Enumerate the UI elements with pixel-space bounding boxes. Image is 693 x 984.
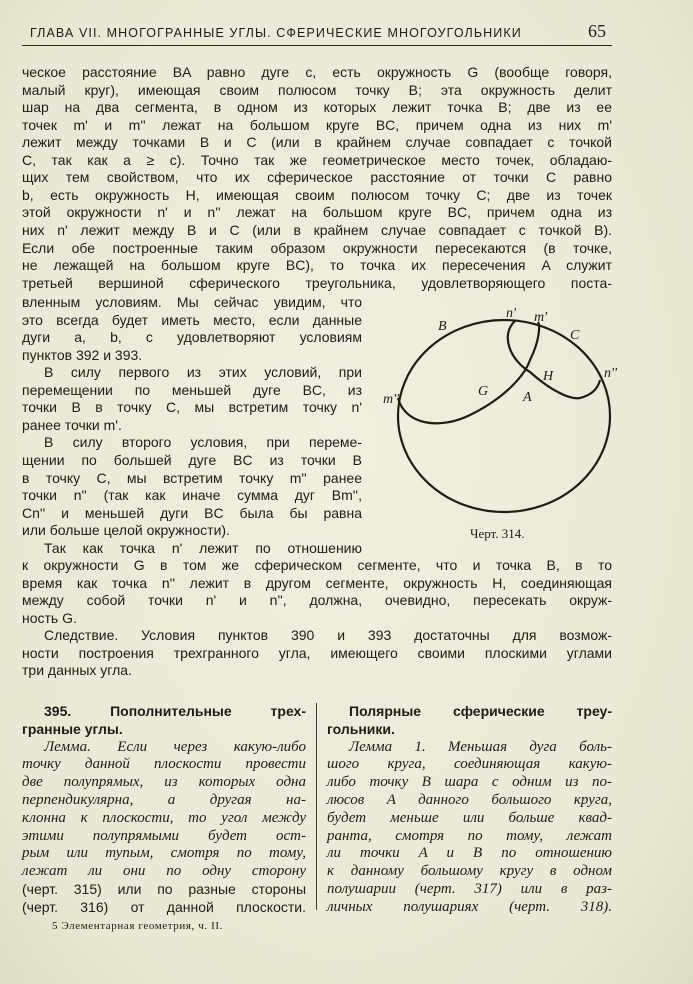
text-line: три данных угла. bbox=[22, 662, 132, 679]
label-h: H bbox=[543, 369, 554, 384]
text-line: щих тем свойством, что их сферическое расстояние от точки C равно bbox=[22, 169, 612, 186]
label-n1: n' bbox=[506, 306, 516, 321]
text-line: перпендикулярна, а другая на- bbox=[22, 792, 306, 808]
text-line: точек m' и m'' лежат на большом круге BC, причем одна из них m' bbox=[22, 116, 612, 133]
text-line: между собой точки n' и n'', должна, очевидно, пересекать окруж- bbox=[22, 592, 612, 609]
text-line: это всегда будет иметь место, если данные bbox=[22, 311, 362, 328]
text-line: люсов A данного большого круга, bbox=[327, 792, 612, 808]
text-line: Следствие. Условия пунктов 390 и 393 достаточны для возмож- bbox=[44, 627, 612, 644]
text-line: не лежащей на большом круге BC), то точка их пересечения A служит bbox=[22, 257, 612, 274]
text-line: Cn'' и меньшей дуги BC была бы равна bbox=[22, 504, 362, 521]
text-line: ность G. bbox=[22, 609, 77, 626]
text-line: или больше целой окружности). bbox=[22, 522, 230, 539]
text-line: (черт. 315) или по разные стороны bbox=[22, 881, 306, 897]
text-line: в точку C, мы встретим точку m'' ранее bbox=[22, 469, 362, 486]
page-number: 65 bbox=[588, 21, 606, 41]
text-line: к данному большому кругу в одном bbox=[327, 863, 612, 880]
text-line: дуги a, b, c удовлетворяют условиям bbox=[22, 329, 362, 346]
text-line: малый круг), имеющая своим полюсом точку B; эта окружность делит bbox=[22, 81, 612, 98]
running-header: ГЛАВА VII. МНОГОГРАННЫЕ УГЛЫ. СФЕРИЧЕСКИЕ МНОГОУГОЛЬНИКИ bbox=[30, 26, 522, 40]
text-line: ческое расстояние BA равно дуге c, есть окружность G (вообще говоря, bbox=[22, 64, 612, 80]
text-line: C, так как a ≥ c). Точно так же геометрическое место точек, обладаю- bbox=[22, 151, 612, 168]
circle-h bbox=[508, 321, 600, 398]
text-line: b, есть окружность H, имеющая своим полюсом точку C; две из точек bbox=[22, 186, 612, 203]
text-line: пунктов 392 и 393. bbox=[22, 346, 143, 363]
text-line: В силу первого из этих условий, при bbox=[44, 364, 362, 381]
text-line: будет меньше или больше квад- bbox=[327, 809, 612, 826]
text-line: Если обе построенные таким образом окружности пересекаются (в точке, bbox=[22, 239, 612, 256]
text-line: третьей вершиной сферического треугольника, удовлетворяющего поста- bbox=[22, 274, 612, 291]
text-line: Лемма 1. Меньшая дуга боль- bbox=[349, 738, 612, 755]
label-c: C bbox=[570, 328, 580, 343]
figure-caption: Черт. 314. bbox=[470, 526, 525, 541]
text-line: шар на два сегмента, в одном из которых лежит точка B; две из ее bbox=[22, 99, 612, 116]
label-m1: m' bbox=[534, 310, 548, 325]
text-line: личных полушариях (черт. 318). bbox=[327, 898, 612, 915]
label-n2: n'' bbox=[604, 366, 617, 381]
page-footer: 5 Элементарная геометрия, ч. II. bbox=[52, 920, 223, 932]
text-line: либо точку B шара с одним из по- bbox=[327, 774, 612, 791]
text-line: этими полупрямыми будет ост- bbox=[22, 827, 306, 844]
text-line: Полярные сферические треу- bbox=[349, 703, 612, 719]
text-line: ранее точки m'. bbox=[22, 416, 122, 433]
text-line: этой окружности n' и n'' лежат на большом круге BC, причем одна из bbox=[22, 204, 612, 221]
text-line: клонна к плоскости, то угол между bbox=[22, 809, 306, 826]
text-line: время как точка n'' лежит в другом сегменте, окружность H, соединяющая bbox=[22, 574, 612, 591]
text-line: Лемма. Если через какую-либо bbox=[44, 738, 306, 755]
label-b: B bbox=[438, 319, 447, 334]
text-line: (черт. 316) от данной плоскости. bbox=[22, 898, 306, 915]
text-line: вленным условиям. Мы сейчас увидим, что bbox=[22, 294, 362, 310]
text-line: точки n'' (так как иначе сумма дуг Bm'', bbox=[22, 487, 362, 504]
text-line: них n' лежит между B и C (или в крайнем случае совпадает с точкой B). bbox=[22, 221, 612, 238]
great-circle bbox=[398, 320, 610, 512]
label-a: A bbox=[523, 390, 532, 405]
text-line: ности построения трехгранного угла, имеющего своими плоскими углами bbox=[22, 644, 612, 661]
label-g: G bbox=[478, 384, 489, 399]
text-line: гранные углы. bbox=[22, 720, 123, 737]
circle-g bbox=[398, 322, 539, 423]
text-line: В силу второго условия, при переме- bbox=[44, 434, 362, 451]
text-line: Так как точка n' лежит по отношению bbox=[44, 539, 362, 556]
text-line: полушарии (черт. 317) или в раз- bbox=[327, 881, 612, 897]
text-line: шого круга, соединяющая какую- bbox=[327, 756, 612, 773]
text-line: точку данной плоскости провести bbox=[22, 756, 306, 773]
text-line: рым или тупым, смотря по тому, bbox=[22, 845, 306, 862]
text-line: ли точки A и B по отношению bbox=[327, 845, 612, 862]
text-line: гольники. bbox=[327, 720, 395, 737]
text-line: щении по большей дуге BC из точки B bbox=[22, 451, 362, 468]
text-line: ранта, смотря по тому, лежат bbox=[327, 827, 612, 844]
text-line: лежит между точками B и C (или в крайнем случае совпадает с точкой bbox=[22, 134, 612, 151]
label-m2: m'' bbox=[383, 392, 400, 407]
text-line: перемещении по меньшей дуге BC, из bbox=[22, 381, 362, 398]
text-line: лежат ли они по одну сторону bbox=[22, 863, 306, 880]
text-line: две полупрямых, из которых одна bbox=[22, 774, 306, 791]
text-line: точки B в точку C, мы встретим точку n' bbox=[22, 399, 362, 416]
text-line: 395. Пополнительные трех- bbox=[44, 703, 306, 719]
text-line: к окружности G в том же сферическом сегменте, что и точка B, в то bbox=[22, 557, 612, 573]
